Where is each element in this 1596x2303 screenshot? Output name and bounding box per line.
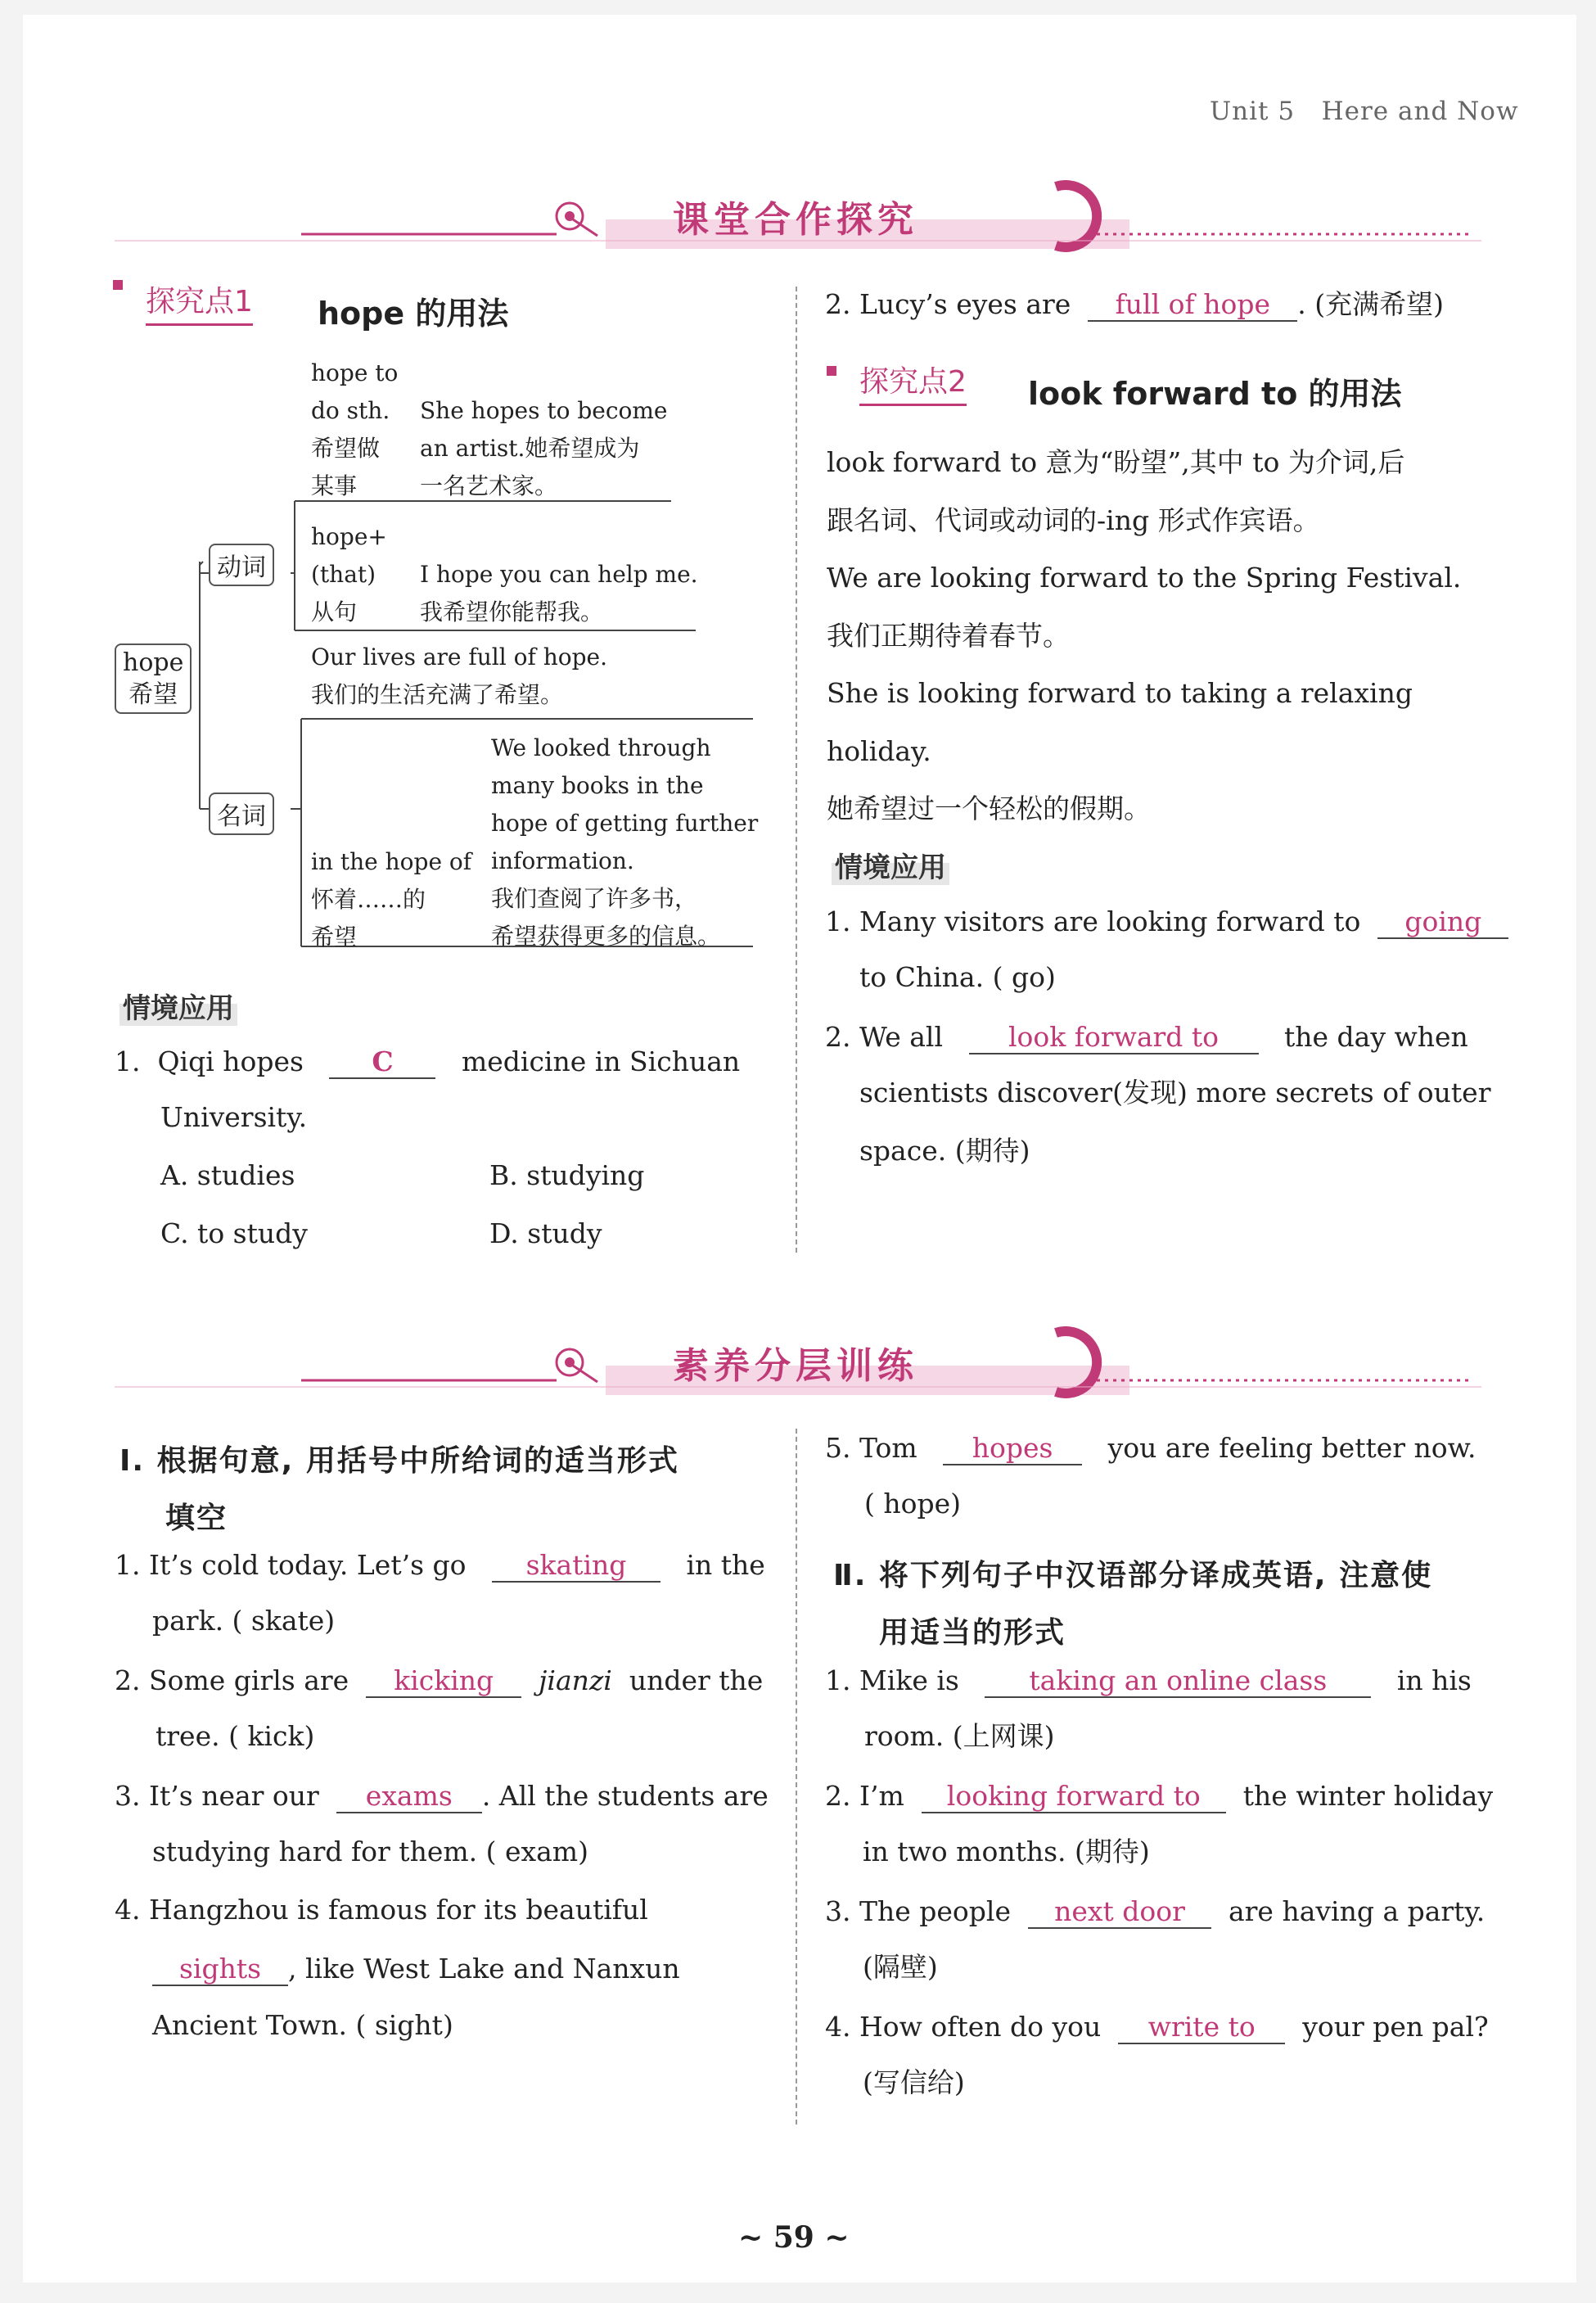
section-title-2: 素养分层训练 <box>673 1345 918 1387</box>
tag-bullet-icon <box>827 366 836 376</box>
page-number: ~ 59 ~ <box>738 2220 850 2255</box>
answer-blank: look forward to <box>969 1022 1259 1054</box>
app2-q1: 1. Many visitors are looking forward to going <box>825 906 1508 939</box>
option-a: A. studies <box>160 1159 295 1191</box>
part1-q3: 3. It’s near our exams . All the students are <box>115 1780 769 1812</box>
app2-q2: 2. We all look forward to the day when <box>825 1021 1468 1053</box>
answer-blank: hopes <box>943 1433 1082 1465</box>
option-c: C. to study <box>160 1217 308 1249</box>
verb-label: 动词 <box>209 544 274 586</box>
part2-q4: 4. How often do you write to your pen pal? <box>825 2011 1489 2043</box>
app1-q1: 1. Qiqi hopes C medicine in Sichuan <box>115 1045 741 1077</box>
v1-example: She hopes to become an artist.她希望成为 一名艺术家。 <box>420 397 668 499</box>
answer-blank: C <box>329 1046 435 1079</box>
point1-tag: 探究点1 <box>146 278 253 326</box>
part2-q1-line2: room. (上网课) <box>864 1720 1055 1752</box>
column-divider <box>796 1429 797 2125</box>
n1-example: Our lives are full of hope. 我们的生活充满了希望。 <box>311 643 608 708</box>
app2-q1-line2: to China. ( go) <box>859 961 1056 993</box>
part1-q4-line3: Ancient Town. ( sight) <box>152 2009 453 2041</box>
part1-q4-line2: sights , like West Lake and Nanxun <box>152 1953 680 1986</box>
answer-blank: write to <box>1118 2012 1285 2044</box>
app1-q2: 2. Lucy’s eyes are full of hope . (充满希望) <box>825 288 1445 320</box>
running-header: Unit 5 Here and Now <box>1210 97 1519 126</box>
part2-q2: 2. I’m looking forward to the winter holiday <box>825 1780 1494 1812</box>
v1-pattern: hope to do sth. 希望做 某事 <box>311 359 399 499</box>
answer-blank: exams <box>336 1781 482 1813</box>
point1-title: hope 的用法 <box>318 296 509 332</box>
part2-q2-line2: in two months. (期待) <box>863 1836 1150 1867</box>
n2-example: We looked through many books in the hope of getting further information. 我们查阅了许多书， 希望获得更多的信息。 <box>491 734 759 950</box>
mindmap-root: hope 希望 <box>115 643 192 714</box>
answer-blank: skating <box>492 1550 660 1583</box>
n2-pattern: in the hope of 怀着……的 希望 <box>311 848 472 951</box>
option-b: B. studying <box>489 1159 645 1191</box>
v2-pattern: hope+ (that) 从句 <box>311 523 387 625</box>
part1-q5: 5. Tom hopes you are feeling better now. <box>825 1432 1477 1464</box>
part2-instruction: Ⅱ. 将下列句子中汉语部分译成英语, 注意使 用适当的形式 <box>833 1559 1433 1650</box>
tag-bullet-icon <box>113 280 123 290</box>
part1-q2-line2: tree. ( kick) <box>156 1720 315 1752</box>
part1-q3-line2: studying hard for them. ( exam) <box>152 1836 588 1867</box>
part1-q2: 2. Some girls are kicking jianzi under the <box>115 1664 764 1696</box>
point2-title: look forward to 的用法 <box>1028 376 1402 412</box>
v2-example: I hope you can help me. 我希望你能帮我。 <box>420 561 698 625</box>
noun-label: 名词 <box>209 793 274 835</box>
answer-blank: kicking <box>366 1665 521 1698</box>
part1-q4: 4. Hangzhou is famous for its beautiful <box>115 1894 648 1926</box>
answer-blank: sights <box>152 1953 288 1986</box>
column-divider <box>796 287 797 1253</box>
part1-instruction: Ⅰ. 根据句意, 用括号中所给词的适当形式 填空 <box>119 1444 679 1535</box>
answer-blank: next door <box>1028 1896 1211 1929</box>
part2-q4-line2: (写信给) <box>863 2066 965 2098</box>
part1-q5-line2: ( hope) <box>864 1488 962 1520</box>
answer-blank: going <box>1377 906 1508 939</box>
app2-q2-line2: scientists discover(发现) more secrets of outer <box>859 1077 1491 1109</box>
app2-q2-line3: space. (期待) <box>859 1135 1030 1167</box>
part2-q3-line2: (隔壁) <box>863 1951 938 1983</box>
answer-blank: looking forward to <box>922 1781 1226 1813</box>
part2-q1: 1. Mike is taking an online class in his <box>825 1664 1472 1696</box>
option-d: D. study <box>489 1217 602 1249</box>
app1-title: 情境应用 <box>119 986 237 1026</box>
section-title-1: 课堂合作探究 <box>673 199 918 241</box>
answer-blank: full of hope <box>1088 289 1297 322</box>
part1-q1-line2: park. ( skate) <box>152 1605 336 1637</box>
point2-tag: 探究点2 <box>859 359 967 406</box>
app1-q1-line2: University. <box>160 1101 308 1133</box>
part1-q1: 1. It’s cold today. Let’s go skating in the <box>115 1549 765 1581</box>
app2-title: 情境应用 <box>832 845 949 885</box>
answer-blank: taking an online class <box>985 1665 1371 1698</box>
point2-body: look forward to 意为“盼望”,其中 to 为介词,后 跟名词、代词或动词的-ing 形式作宾语。 We are looking forward to the Spring Festival. 我们正期待着春节。 She is looking forward to taking a relaxing holiday. 她希望过一个轻松的假期。 <box>827 446 1462 824</box>
part2-q3: 3. The people next door are having a party. <box>825 1895 1486 1927</box>
